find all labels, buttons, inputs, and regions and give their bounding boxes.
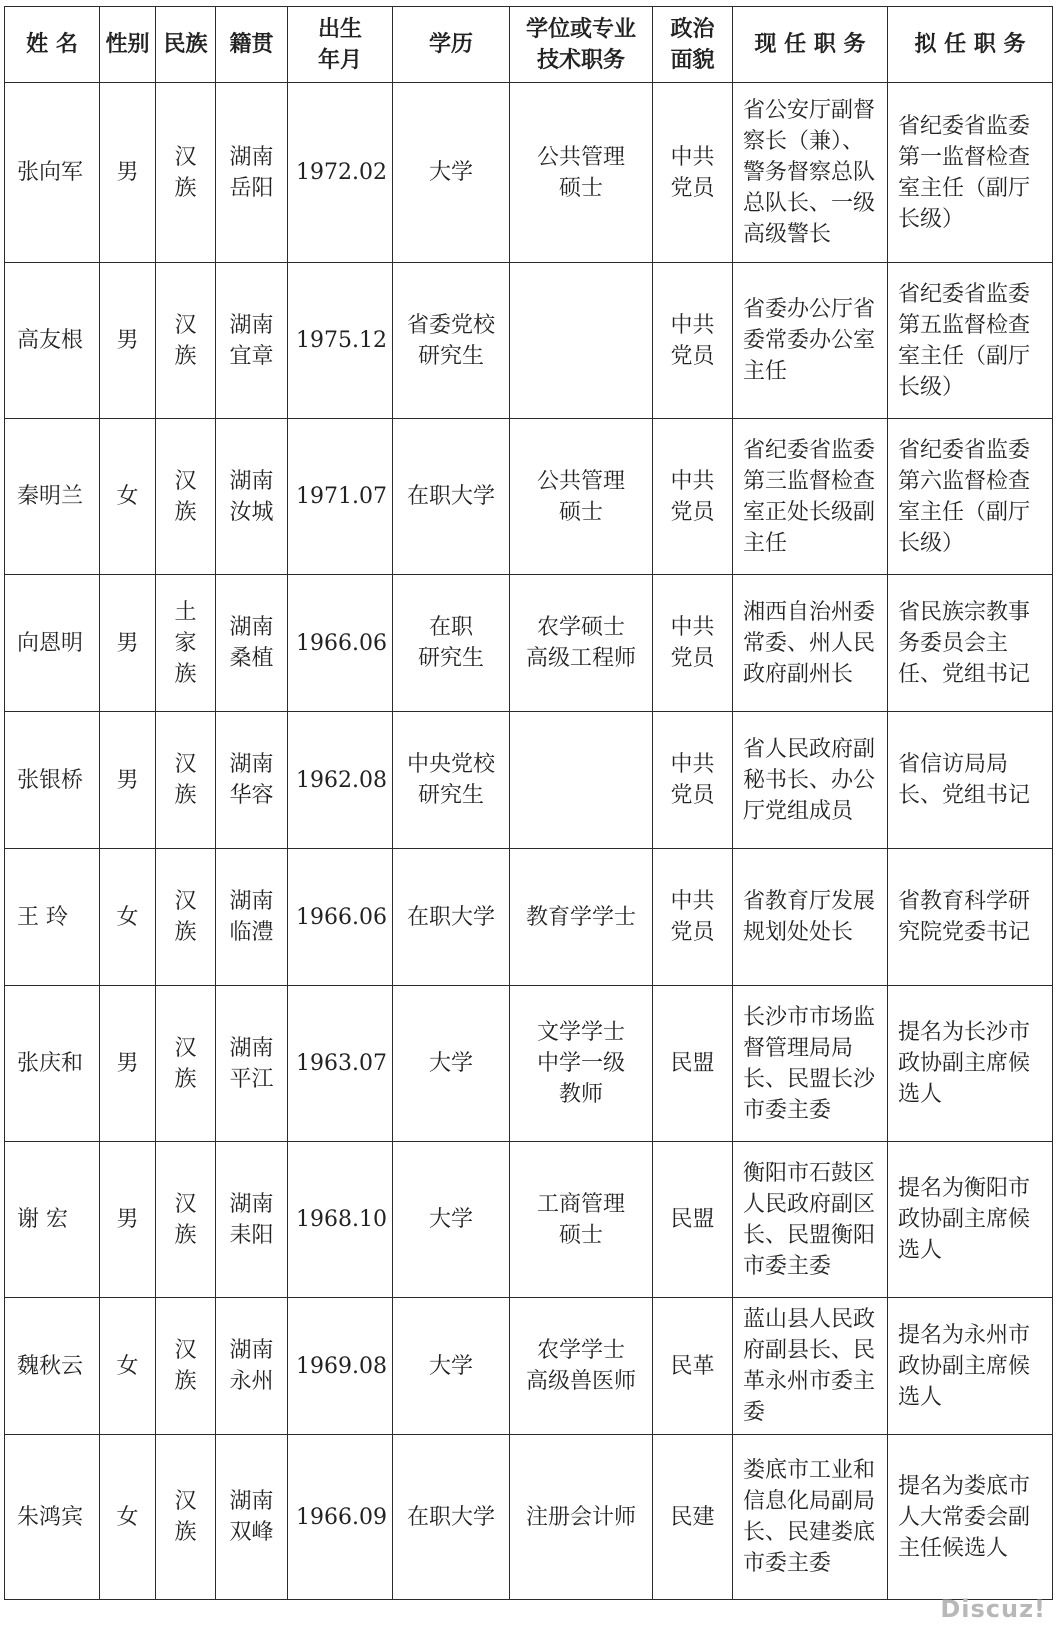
cell-gender: 男: [100, 1142, 156, 1298]
table-row: [5, 986, 1053, 1142]
cell-party: 民建: [653, 1435, 733, 1600]
cell-current-position: 蓝山县人民政府副县长、民革永州市委主委: [733, 1298, 888, 1435]
cell-origin: 湖南 双峰: [216, 1435, 288, 1600]
table-row: [5, 83, 1053, 263]
cell-birth: 1966.06: [288, 849, 393, 986]
cell-name: 朱鸿宾: [5, 1435, 100, 1600]
cell-current-position: 省人民政府副秘书长、办公厅党组成员: [733, 712, 888, 849]
cell-birth: 1971.07: [288, 419, 393, 575]
cell-name: 魏秋云: [5, 1298, 100, 1435]
cell-degree: 教育学学士: [510, 849, 653, 986]
cell-birth: 1968.10: [288, 1142, 393, 1298]
cell-gender: 女: [100, 1435, 156, 1600]
header-birth: 出生 年月: [288, 7, 393, 83]
cell-ethnicity: 土 家 族: [156, 575, 216, 712]
header-degree: 学位或专业 技术职务: [510, 7, 653, 83]
cell-degree: 公共管理 硕士: [510, 419, 653, 575]
cell-gender: 男: [100, 986, 156, 1142]
cell-degree: 工商管理 硕士: [510, 1142, 653, 1298]
cell-education: 大学: [393, 83, 510, 263]
cell-ethnicity: 汉 族: [156, 263, 216, 419]
cell-name: 张银桥: [5, 712, 100, 849]
table-row: [5, 1298, 1053, 1435]
cell-current-position: 衡阳市石鼓区人民政府副区长、民盟衡阳市委主委: [733, 1142, 888, 1298]
cell-current-position: 省公安厅副督察长（兼）、警务督察总队总队长、一级高级警长: [733, 83, 888, 263]
cell-ethnicity: 汉 族: [156, 1298, 216, 1435]
cell-origin: 湖南 永州: [216, 1298, 288, 1435]
table-row: [5, 712, 1053, 849]
cell-origin: 湖南 桑植: [216, 575, 288, 712]
cell-party: 民盟: [653, 1142, 733, 1298]
cell-proposed-position: 省教育科学研究院党委书记: [888, 849, 1053, 986]
cell-gender: 女: [100, 419, 156, 575]
cell-ethnicity: 汉 族: [156, 1142, 216, 1298]
cell-name: 张庆和: [5, 986, 100, 1142]
cell-birth: 1975.12: [288, 263, 393, 419]
cell-gender: 男: [100, 263, 156, 419]
cell-origin: 湖南 华容: [216, 712, 288, 849]
cell-degree: 文学学士 中学一级 教师: [510, 986, 653, 1142]
header-current-position: 现 任 职 务: [733, 7, 888, 83]
cell-origin: 湖南 汝城: [216, 419, 288, 575]
cell-party: 中共 党员: [653, 263, 733, 419]
table-row: [5, 849, 1053, 986]
cell-current-position: 湘西自治州委常委、州人民政府副州长: [733, 575, 888, 712]
cell-origin: 湖南 平江: [216, 986, 288, 1142]
cell-gender: 女: [100, 849, 156, 986]
cell-degree: 农学学士 高级兽医师: [510, 1298, 653, 1435]
cell-gender: 男: [100, 83, 156, 263]
cell-ethnicity: 汉 族: [156, 419, 216, 575]
header-row: [5, 7, 1053, 83]
cell-name: 谢 宏: [5, 1142, 100, 1298]
table-row: [5, 419, 1053, 575]
cell-current-position: 省纪委省监委第三监督检查室正处长级副主任: [733, 419, 888, 575]
cell-party: 中共 党员: [653, 83, 733, 263]
table-row: [5, 575, 1053, 712]
cell-gender: 男: [100, 575, 156, 712]
cell-proposed-position: 省纪委省监委第六监督检查室主任（副厅长级）: [888, 419, 1053, 575]
cell-name: 秦明兰: [5, 419, 100, 575]
cell-name: 向恩明: [5, 575, 100, 712]
table-row: [5, 1435, 1053, 1600]
cell-degree: 注册会计师: [510, 1435, 653, 1600]
cell-origin: 湖南 耒阳: [216, 1142, 288, 1298]
cell-origin: 湖南 临澧: [216, 849, 288, 986]
cell-ethnicity: 汉 族: [156, 849, 216, 986]
cell-birth: 1966.06: [288, 575, 393, 712]
cell-birth: 1972.02: [288, 83, 393, 263]
cell-birth: 1969.08: [288, 1298, 393, 1435]
cell-education: 大学: [393, 1142, 510, 1298]
cell-education: 在职 研究生: [393, 575, 510, 712]
cell-name: 王 玲: [5, 849, 100, 986]
table-body: [5, 83, 1053, 1600]
cell-gender: 女: [100, 1298, 156, 1435]
roster-document: [4, 6, 1052, 1618]
cell-current-position: 省教育厅发展规划处处长: [733, 849, 888, 986]
cell-origin: 湖南 岳阳: [216, 83, 288, 263]
cell-proposed-position: 提名为娄底市人大常委会副主任候选人: [888, 1435, 1053, 1600]
cell-party: 民盟: [653, 986, 733, 1142]
cell-party: 中共 党员: [653, 849, 733, 986]
cell-origin: 湖南 宜章: [216, 263, 288, 419]
cell-degree: [510, 263, 653, 419]
cell-party: 民革: [653, 1298, 733, 1435]
cell-education: 在职大学: [393, 419, 510, 575]
header-gender: 性别: [100, 7, 156, 83]
cell-birth: 1963.07: [288, 986, 393, 1142]
cell-party: 中共 党员: [653, 419, 733, 575]
header-ethnicity: 民族: [156, 7, 216, 83]
cell-gender: 男: [100, 712, 156, 849]
cell-proposed-position: 省纪委省监委第一监督检查室主任（副厅长级）: [888, 83, 1053, 263]
cell-birth: 1962.08: [288, 712, 393, 849]
cell-proposed-position: 省纪委省监委第五监督检查室主任（副厅长级）: [888, 263, 1053, 419]
cell-education: 中央党校 研究生: [393, 712, 510, 849]
cell-ethnicity: 汉 族: [156, 1435, 216, 1600]
cell-proposed-position: 提名为衡阳市政协副主席候选人: [888, 1142, 1053, 1298]
cell-party: 中共 党员: [653, 575, 733, 712]
cell-ethnicity: 汉 族: [156, 986, 216, 1142]
header-education: 学历: [393, 7, 510, 83]
watermark-logo: Discuz!: [940, 1595, 1046, 1623]
cell-ethnicity: 汉 族: [156, 83, 216, 263]
cell-education: 在职大学: [393, 849, 510, 986]
cell-degree: 公共管理 硕士: [510, 83, 653, 263]
cell-proposed-position: 提名为长沙市政协副主席候选人: [888, 986, 1053, 1142]
cell-proposed-position: 提名为永州市政协副主席候选人: [888, 1298, 1053, 1435]
table-header: [5, 7, 1053, 83]
cell-degree: 农学硕士 高级工程师: [510, 575, 653, 712]
cell-education: 省委党校 研究生: [393, 263, 510, 419]
header-name: 姓 名: [5, 7, 100, 83]
header-proposed-position: 拟 任 职 务: [888, 7, 1053, 83]
cell-current-position: 省委办公厅省委常委办公室主任: [733, 263, 888, 419]
cell-education: 大学: [393, 1298, 510, 1435]
cell-proposed-position: 省民族宗教事务委员会主任、党组书记: [888, 575, 1053, 712]
table-row: [5, 263, 1053, 419]
header-party: 政治 面貌: [653, 7, 733, 83]
cell-degree: [510, 712, 653, 849]
header-origin: 籍贯: [216, 7, 288, 83]
cell-birth: 1966.09: [288, 1435, 393, 1600]
cell-current-position: 娄底市工业和信息化局副局长、民建娄底市委主委: [733, 1435, 888, 1600]
cell-name: 张向军: [5, 83, 100, 263]
cell-ethnicity: 汉 族: [156, 712, 216, 849]
cell-party: 中共 党员: [653, 712, 733, 849]
cell-education: 在职大学: [393, 1435, 510, 1600]
cell-current-position: 长沙市市场监督管理局局长、民盟长沙市委主委: [733, 986, 888, 1142]
cell-proposed-position: 省信访局局长、党组书记: [888, 712, 1053, 849]
table-row: [5, 1142, 1053, 1298]
cell-education: 大学: [393, 986, 510, 1142]
personnel-table: [4, 6, 1053, 1600]
cell-name: 高友根: [5, 263, 100, 419]
